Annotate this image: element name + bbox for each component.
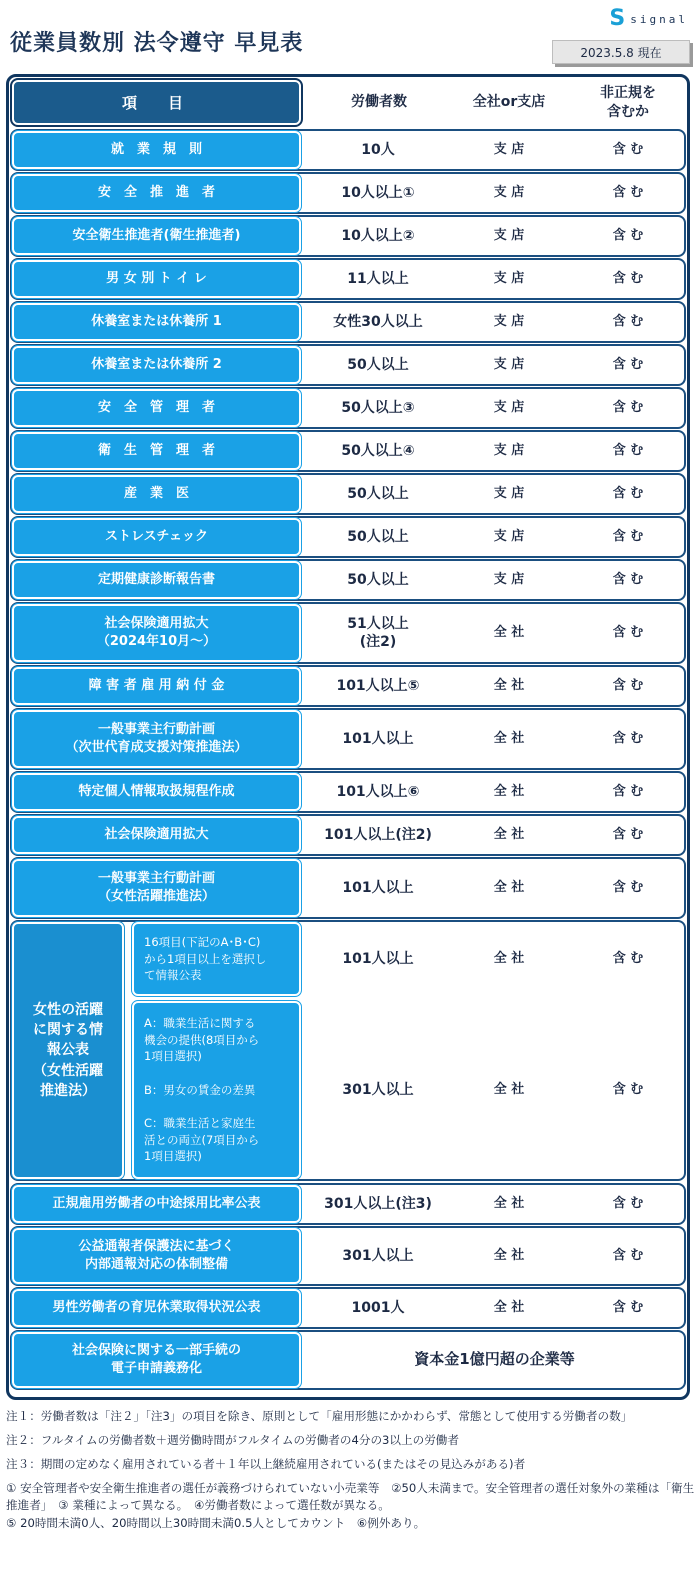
row-label: 就 業 規 則 <box>12 131 301 169</box>
row-irregular: 含 む <box>612 184 644 200</box>
row-label: 社会保険に関する一部手続の 電子申請義務化 <box>12 1332 301 1388</box>
row-label: 休養室または休養所 1 <box>12 303 301 341</box>
row-label: 産 業 医 <box>12 475 301 513</box>
row-scope: 支 店 <box>493 227 525 243</box>
row-irregular: 含 む <box>612 227 644 243</box>
women-sub-label: 16項目(下記のA･B･C) から1項目以上を選択し て情報公表 <box>132 922 301 996</box>
note-2: 注２：フルタイムの労働者数＋週労働時間がフルタイムの労働者の4分の3以上の労働者 <box>6 1432 459 1447</box>
row-label: ストレスチェック <box>12 518 301 556</box>
row-worker-count: 301人以上 <box>342 1081 414 1098</box>
row-scope: 支 店 <box>493 571 525 587</box>
row-worker-count: 50人以上④ <box>341 442 415 459</box>
row-worker-count: 101人以上⑤ <box>336 677 420 694</box>
row-irregular: 含 む <box>612 399 644 415</box>
item-column-header: 項 目 <box>12 80 301 125</box>
row-label: 定期健康診断報告書 <box>12 561 301 599</box>
row-label: 一般事業主行動計画 （女性活躍推進法） <box>12 859 301 917</box>
row-irregular: 含 む <box>612 1081 644 1097</box>
row-scope: 全 社 <box>493 1247 525 1263</box>
row-label: 安 全 推 進 者 <box>12 174 301 212</box>
row-label: 一般事業主行動計画 （次世代育成支援対策推進法） <box>12 710 301 768</box>
row-label: 障 害 者 雇 用 納 付 金 <box>12 667 301 705</box>
row-scope: 支 店 <box>493 399 525 415</box>
capital-condition: 資本金1億円超の企業等 <box>414 1350 575 1369</box>
row-scope: 全 社 <box>493 1299 525 1315</box>
footnote-2: ⑤ 20時間未満0人、20時間以上30時間未満0.5人としてカウント ⑥例外あり。 <box>6 1515 426 1530</box>
row-irregular: 含 む <box>612 950 644 966</box>
row-worker-count: 50人以上③ <box>341 399 415 416</box>
row-irregular: 含 む <box>612 270 644 286</box>
row-worker-count: 女性30人以上 <box>333 313 423 330</box>
note-3: 注３：期間の定めなく雇用されている者＋１年以上継続雇用されている(またはその見込みがある)者 <box>6 1456 526 1471</box>
row-worker-count: 101人以上⑥ <box>336 783 420 800</box>
row-scope: 全 社 <box>493 879 525 895</box>
count-column-header: 労働者数 <box>351 94 407 111</box>
row-irregular: 含 む <box>612 1247 644 1263</box>
row-scope: 全 社 <box>493 950 525 966</box>
row-label: 男性労働者の育児休業取得状況公表 <box>12 1289 301 1327</box>
row-label: 衛 生 管 理 者 <box>12 432 301 470</box>
row-scope: 全 社 <box>493 826 525 842</box>
signal-logo <box>608 6 688 32</box>
row-worker-count: 301人以上(注3) <box>324 1195 432 1212</box>
row-label: 安全衛生推進者(衛生推進者) <box>12 217 301 255</box>
row-scope: 全 社 <box>493 677 525 693</box>
row-worker-count: 101人以上 <box>342 950 414 967</box>
row-irregular: 含 む <box>612 528 644 544</box>
row-irregular: 含 む <box>612 571 644 587</box>
row-irregular: 含 む <box>612 677 644 693</box>
row-worker-count: 51人以上 (注2) <box>347 615 409 650</box>
row-scope: 支 店 <box>493 141 525 157</box>
row-scope: 全 社 <box>493 1195 525 1211</box>
row-irregular: 含 む <box>612 730 644 746</box>
signal-logo-mark: S <box>609 6 626 31</box>
row-label: 特定個人情報取扱規程作成 <box>12 773 301 811</box>
row-irregular: 含 む <box>612 141 644 157</box>
row-worker-count: 101人以上 <box>342 879 414 896</box>
row-irregular: 含 む <box>612 313 644 329</box>
row-worker-count: 301人以上 <box>342 1247 414 1264</box>
row-worker-count: 11人以上 <box>347 270 409 287</box>
row-worker-count: 50人以上 <box>347 356 409 373</box>
row-label: 公益通報者保護法に基づく 内部通報対応の体制整備 <box>12 1228 301 1284</box>
row-label: 休養室または休養所 2 <box>12 346 301 384</box>
row-worker-count: 10人以上① <box>341 184 415 201</box>
row-label: 安 全 管 理 者 <box>12 389 301 427</box>
row-scope: 支 店 <box>493 184 525 200</box>
row-worker-count: 50人以上 <box>347 485 409 502</box>
row-scope: 支 店 <box>493 356 525 372</box>
date-badge: 2023.5.8 現在 <box>552 40 690 64</box>
row-irregular: 含 む <box>612 1195 644 1211</box>
row-worker-count: 50人以上 <box>347 528 409 545</box>
compliance-table <box>6 74 690 1400</box>
row-worker-count: 101人以上(注2) <box>324 826 432 843</box>
row-scope: 全 社 <box>493 783 525 799</box>
row-irregular: 含 む <box>612 826 644 842</box>
row-worker-count: 10人以上② <box>341 227 415 244</box>
row-scope: 支 店 <box>493 313 525 329</box>
row-irregular: 含 む <box>612 879 644 895</box>
women-group-label: 女性の活躍 に関する情 報公表 （女性活躍 推進法） <box>12 922 124 1179</box>
row-label: 正規雇用労働者の中途採用比率公表 <box>12 1185 301 1223</box>
irregular-column-header: 非正規を 含むか <box>600 85 656 120</box>
row-irregular: 含 む <box>612 1299 644 1315</box>
note-1: 注１：労働者数は「注２」「注3」の項目を除き、原則として「雇用形態にかかわらず、常態として使用する労働者の数」 <box>6 1409 633 1423</box>
signal-logo-text: signal <box>630 12 688 26</box>
page-title: 従業員数別 法令遵守 早見表 <box>10 31 304 56</box>
row-irregular: 含 む <box>612 442 644 458</box>
row-scope: 支 店 <box>493 442 525 458</box>
women-sub-label: A：職業生活に関する 機会の提供(8項目から 1項目選択) B：男女の賃金の差異 C：職業生活と家庭生 活との両立(7項目から 1項目選択) <box>132 1001 301 1179</box>
row-scope: 支 店 <box>493 528 525 544</box>
row-label: 社会保険適用拡大 <box>12 816 301 854</box>
row-irregular: 含 む <box>612 485 644 501</box>
row-worker-count: 10人 <box>361 141 395 158</box>
row-scope: 全 社 <box>493 624 525 640</box>
row-worker-count: 101人以上 <box>342 730 414 747</box>
row-scope: 支 店 <box>493 485 525 501</box>
notes-section <box>6 1408 696 1538</box>
footnote-1: ① 安全管理者や安全衛生推進者の選任が義務づけられていない小売業等 ②50人未満まで。安全管理者の選任対象外の業種は「衛生推進者」 ③ 業種によって異なる。 ④労働者数によって選任数が異なる。 <box>6 1480 695 1513</box>
row-irregular: 含 む <box>612 624 644 640</box>
row-label: 社会保険適用拡大 （2024年10月～） <box>12 604 301 662</box>
row-label: 男 女 別 ト イ レ <box>12 260 301 298</box>
row-irregular: 含 む <box>612 356 644 372</box>
row-scope: 全 社 <box>493 1081 525 1097</box>
scope-column-header: 全社or支店 <box>472 94 546 111</box>
row-worker-count: 1001人 <box>351 1299 405 1316</box>
row-irregular: 含 む <box>612 783 644 799</box>
row-scope: 支 店 <box>493 270 525 286</box>
row-scope: 全 社 <box>493 730 525 746</box>
row-worker-count: 50人以上 <box>347 571 409 588</box>
